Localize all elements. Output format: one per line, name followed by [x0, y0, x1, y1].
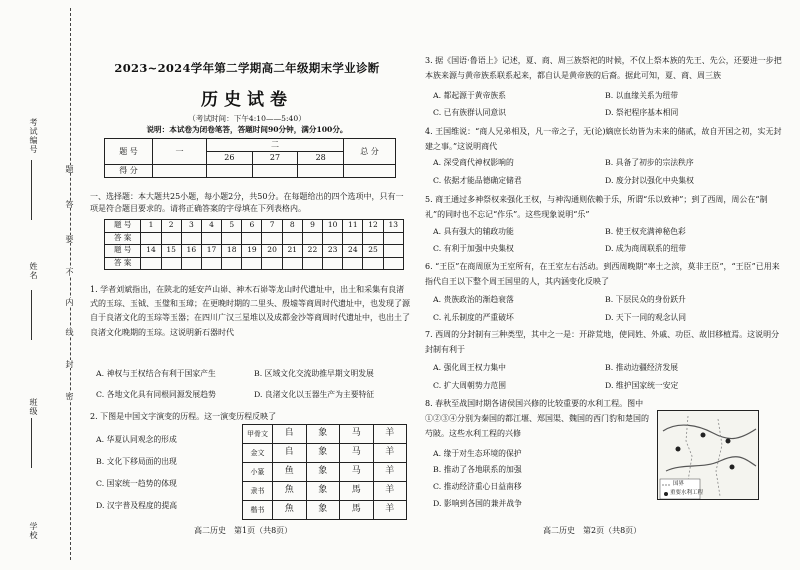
question-6-option-a[interactable]: A. 贵族政治的渐趋衰落	[433, 295, 514, 304]
answer-table-num: 21	[282, 245, 302, 258]
question-3-option-c[interactable]: C. 已有族群认同意识	[433, 108, 507, 117]
answer-cell[interactable]	[262, 257, 282, 270]
score-table-question-label: 题 号	[105, 139, 153, 165]
script-glyph: 羊	[373, 463, 407, 482]
answer-table-num: 4	[201, 220, 221, 233]
question-2-option-d[interactable]: D. 汉字普及程度的提高	[96, 501, 178, 510]
answer-cell[interactable]	[242, 257, 262, 270]
script-evolution-table	[242, 424, 407, 520]
seal-char: 题	[65, 165, 74, 173]
binding-margin	[0, 0, 78, 570]
script-glyph: 馬	[340, 501, 374, 520]
question-6-stem: 6. “王臣”在商周原为王室所有，在王室左右活动。到西周晚期“率土之滨，莫非王臣”，“王臣”已用来指代自王以下整个周王国里的人，其内涵变化反映了	[425, 262, 780, 286]
map-legend-border: 国界	[673, 481, 685, 487]
question-1-stem: 1. 学者刘斌指出，在陕北的延安芦山峁、神木石峁等龙山时代遗址中，出土和采集有良渚式的玉琮、玉钺、玉璧和玉璋；在更晚时期的二里头、殷墟等商周时代遗址中，也发现了源自于良渚文化的玉琮等玉器；在四川广汉三星堆以及成都金沙等商周时代遗址中，也出土了良渚文化晚期的玉琮。这说明新石器时代	[90, 285, 410, 337]
question-5-option-a[interactable]: A. 具有强大的辅政功能	[433, 227, 514, 236]
river-line	[663, 425, 756, 439]
question-4-option-c[interactable]: C. 依据才能品德确定储君	[433, 176, 522, 185]
script-row-label: 隶书	[243, 482, 273, 501]
project-marker	[730, 465, 735, 470]
score-table-col: 27	[252, 152, 298, 165]
section-one-intro: 一、选择题：本大题共25小题，每小题2分，共50分。在每题给出的四个选项中，只有一项是符合题目要求的。请将正确答案的字母填在下列表格内。	[90, 192, 404, 213]
class-field[interactable]	[31, 418, 32, 468]
question-7-option-d[interactable]: D. 维护国家统一安定	[605, 381, 679, 390]
script-glyph: 馬	[340, 482, 374, 501]
script-glyph: 象	[306, 444, 340, 463]
score-cell[interactable]	[153, 165, 207, 178]
answer-table-ans-label: 答 案	[105, 257, 141, 270]
project-marker	[726, 439, 731, 444]
score-table-part-one: 一	[153, 139, 207, 165]
answer-table-num: 13	[383, 220, 403, 233]
answer-table-num-label: 题 号	[105, 220, 141, 233]
answer-table-num: 25	[363, 245, 383, 258]
exam-note: 说明：本试卷为闭卷笔答，答题时间90分钟，满分100分。	[146, 125, 348, 134]
script-glyph: 羊	[373, 444, 407, 463]
seal-char: 内	[65, 298, 74, 306]
answer-cell[interactable]	[222, 232, 242, 245]
script-glyph: 𠂤	[273, 425, 307, 444]
question-7-option-a[interactable]: A. 强化周王权力集中	[433, 363, 506, 372]
script-row-label: 楷书	[243, 501, 273, 520]
script-glyph: 象	[306, 501, 340, 520]
answer-table-num: 22	[302, 245, 322, 258]
answer-table-num: 19	[242, 245, 262, 258]
seal-char: 答	[65, 200, 74, 208]
script-glyph: 象	[306, 482, 340, 501]
question-2-option-b[interactable]: B. 文化下移局面的出现	[96, 457, 177, 466]
answer-cell[interactable]	[363, 232, 383, 245]
footer-page-2: 高二历史 第2页（共8页）	[543, 526, 642, 535]
question-7-option-b[interactable]: B. 推动边疆经济发展	[605, 363, 679, 372]
script-row-label: 金文	[243, 444, 273, 463]
question-3-option-d[interactable]: D. 祭祀程序基本相同	[605, 108, 679, 117]
answer-cell[interactable]	[181, 257, 201, 270]
question-3-stem: 3. 据《国语·鲁语上》记述，夏、商、周三族祭祀的时候，不仅上祭本族的先王、先公，还要进一步把本族来源与黄帝族系联系起来，都自认是黄帝族的后裔。据此可知，夏、商、周三族	[425, 56, 782, 80]
script-glyph: 马	[340, 463, 374, 482]
answer-table-num: 1	[141, 220, 161, 233]
question-4-option-d[interactable]: D. 废分封以强化中央集权	[605, 176, 694, 185]
answer-table-num-label: 题 号	[105, 245, 141, 258]
question-5-option-c[interactable]: C. 有利于加强中央集权	[433, 244, 514, 253]
score-cell[interactable]	[298, 165, 344, 178]
question-6-option-c[interactable]: C. 礼乐制度的严重破坏	[433, 313, 514, 322]
answer-cell[interactable]	[323, 257, 343, 270]
exam-number-label: 考试编号	[29, 118, 38, 154]
answer-table-num: 5	[222, 220, 242, 233]
question-5-option-b[interactable]: B. 使王权充满神秘色彩	[605, 227, 686, 236]
school-label: 学校	[29, 522, 38, 540]
seal-char: 线	[65, 328, 74, 336]
script-glyph: 羊	[373, 425, 407, 444]
answer-table-ans-label: 答 案	[105, 232, 141, 245]
answer-table-num: 2	[161, 220, 181, 233]
answer-table-num: 8	[282, 220, 302, 233]
river-line	[666, 457, 756, 471]
answer-table-num: 18	[222, 245, 242, 258]
answer-cell[interactable]	[262, 232, 282, 245]
answer-table-num: 3	[181, 220, 201, 233]
name-field[interactable]	[31, 290, 32, 340]
script-row-label: 甲骨文	[243, 425, 273, 444]
score-table-part-two: 二	[207, 139, 344, 152]
question-2-stem: 2. 下图是中国文字演变的历程。这一演变历程反映了	[90, 412, 277, 421]
page-2	[425, 0, 785, 570]
exam-time: （考试时间：下午4:10——5:40）	[188, 114, 306, 123]
script-glyph: 马	[340, 444, 374, 463]
answer-table-num: 9	[302, 220, 322, 233]
answer-table	[104, 219, 404, 270]
question-6-option-b[interactable]: B. 下层民众的身份跃升	[605, 295, 686, 304]
score-table-col: 28	[298, 152, 344, 165]
script-glyph: 鱼	[273, 463, 307, 482]
question-1-option-a[interactable]: A. 神权与王权结合有利于国家产生	[96, 369, 216, 378]
question-8-option-b[interactable]: B. 推动了各地联系的加强	[433, 465, 522, 474]
question-1-option-d[interactable]: D. 良渚文化以玉器生产为主要特征	[254, 390, 375, 399]
class-label: 班级	[29, 398, 38, 416]
answer-cell[interactable]	[282, 257, 302, 270]
answer-table-num	[383, 245, 403, 258]
answer-cell[interactable]	[383, 232, 403, 245]
question-8-option-d[interactable]: D. 影响到各国的兼并战争	[433, 499, 522, 508]
script-glyph: 魚	[273, 501, 307, 520]
footer-page-1: 高二历史 第1页（共8页）	[194, 526, 293, 535]
seal-char: 不	[65, 268, 74, 276]
answer-table-num: 7	[262, 220, 282, 233]
answer-cell[interactable]	[383, 257, 403, 270]
seal-char: 要	[65, 235, 74, 243]
answer-cell[interactable]	[363, 257, 383, 270]
question-8-stem: 8. 春秋至战国时期各诸侯国兴修的比较重要的水利工程。图中①②③④分别为秦国的都江堰、郑国渠、魏国的西门豹和楚国的芍陂。这些水利工程的兴修	[425, 399, 649, 439]
score-table-total: 总 分	[344, 139, 396, 165]
question-5-stem: 5. 商王通过多神祭权来强化王权，与神沟通则依赖于乐，所谓“乐以致神”；到了西周，周公在“制礼”的同时也不忘记“作乐”。这些现象说明“乐”	[425, 195, 768, 219]
answer-table-num: 24	[343, 245, 363, 258]
answer-table-num: 11	[343, 220, 363, 233]
answer-cell[interactable]	[242, 232, 262, 245]
answer-table-num: 15	[161, 245, 181, 258]
question-2-option-a[interactable]: A. 华夏认同观念的形成	[96, 435, 177, 444]
answer-table-num: 17	[201, 245, 221, 258]
legend-project-swatch	[664, 492, 668, 496]
question-8-option-c[interactable]: C. 推动经济重心日益南移	[433, 482, 522, 491]
seal-char: 封	[65, 360, 74, 368]
question-4-stem: 4. 王国维说：“商人兄弟相及，凡一帝之子，无(论)嫡庶长幼皆为未来的储贰，故自开国之初，实无封建之事。”这说明商代	[425, 127, 782, 151]
seal-line	[70, 8, 71, 560]
question-4-option-a[interactable]: A. 深受商代神权影响的	[433, 158, 514, 167]
subject-title: 历史试卷	[201, 90, 293, 110]
answer-cell[interactable]	[222, 257, 242, 270]
question-6-option-d[interactable]: D. 天下一同的观念认同	[605, 313, 687, 322]
question-1-option-b[interactable]: B. 区域文化交流助推早期文明发展	[254, 369, 374, 378]
answer-table-num: 12	[363, 220, 383, 233]
answer-cell[interactable]	[343, 257, 363, 270]
page-1	[82, 0, 412, 570]
question-7-option-c[interactable]: C. 扩大周朝势力范围	[433, 381, 507, 390]
question-1-option-c[interactable]: C. 各地文化具有同根同源发展趋势	[96, 390, 216, 399]
answer-table-num: 20	[262, 245, 282, 258]
script-glyph: 羊	[373, 482, 407, 501]
answer-table-num: 14	[141, 245, 161, 258]
score-table-score-label: 得 分	[105, 165, 153, 178]
name-label: 姓名	[29, 262, 38, 280]
answer-cell[interactable]	[302, 257, 322, 270]
project-marker	[701, 433, 706, 438]
score-cell[interactable]	[207, 165, 253, 178]
answer-cell[interactable]	[201, 257, 221, 270]
answer-cell[interactable]	[201, 232, 221, 245]
script-glyph: 𠂤	[273, 444, 307, 463]
border-line	[716, 419, 722, 496]
question-3-option-a[interactable]: A. 都起源于黄帝族系	[433, 91, 506, 100]
answer-cell[interactable]	[282, 232, 302, 245]
script-glyph: 马	[340, 425, 374, 444]
answer-cell[interactable]	[302, 232, 322, 245]
script-glyph: 象	[306, 463, 340, 482]
answer-cell[interactable]	[181, 232, 201, 245]
script-glyph: 魚	[273, 482, 307, 501]
script-row-label: 小篆	[243, 463, 273, 482]
answer-cell[interactable]	[161, 257, 181, 270]
score-table	[104, 138, 396, 178]
question-7-stem: 7. 西周的分封制有三种类型，其中之一是：开辟荒地，使同姓、外戚、功臣、故旧移植焉。这说明分封制有利于	[425, 330, 780, 354]
answer-cell[interactable]	[161, 232, 181, 245]
answer-table-num: 10	[323, 220, 343, 233]
answer-cell[interactable]	[141, 232, 161, 245]
score-table-col: 26	[207, 152, 253, 165]
answer-table-num: 23	[323, 245, 343, 258]
exam-number-field[interactable]	[31, 160, 32, 220]
script-glyph: 象	[306, 425, 340, 444]
question-3-option-b[interactable]: B. 以血缘关系为纽带	[605, 91, 679, 100]
score-cell[interactable]	[252, 165, 298, 178]
question-2-option-c[interactable]: C. 国家统一趋势的体现	[96, 479, 177, 488]
score-cell[interactable]	[344, 165, 396, 178]
seal-char: 密	[65, 392, 74, 400]
answer-cell[interactable]	[323, 232, 343, 245]
question-8-option-a[interactable]: A. 缘于对生态环境的保护	[433, 449, 522, 458]
question-5-option-d[interactable]: D. 成为商周联系的纽带	[605, 244, 687, 253]
answer-table-num: 16	[181, 245, 201, 258]
question-4-option-b[interactable]: B. 具备了初步的宗法秩序	[605, 158, 694, 167]
project-marker	[676, 447, 681, 452]
map-legend-project: 重要水利工程	[670, 490, 704, 496]
exam-title: 2023~2024学年第二学期高二年级期末学业诊断	[114, 61, 380, 75]
script-glyph: 羊	[373, 501, 407, 520]
answer-cell[interactable]	[343, 232, 363, 245]
answer-table-num: 6	[242, 220, 262, 233]
water-projects-map	[657, 410, 759, 500]
answer-cell[interactable]	[141, 257, 161, 270]
